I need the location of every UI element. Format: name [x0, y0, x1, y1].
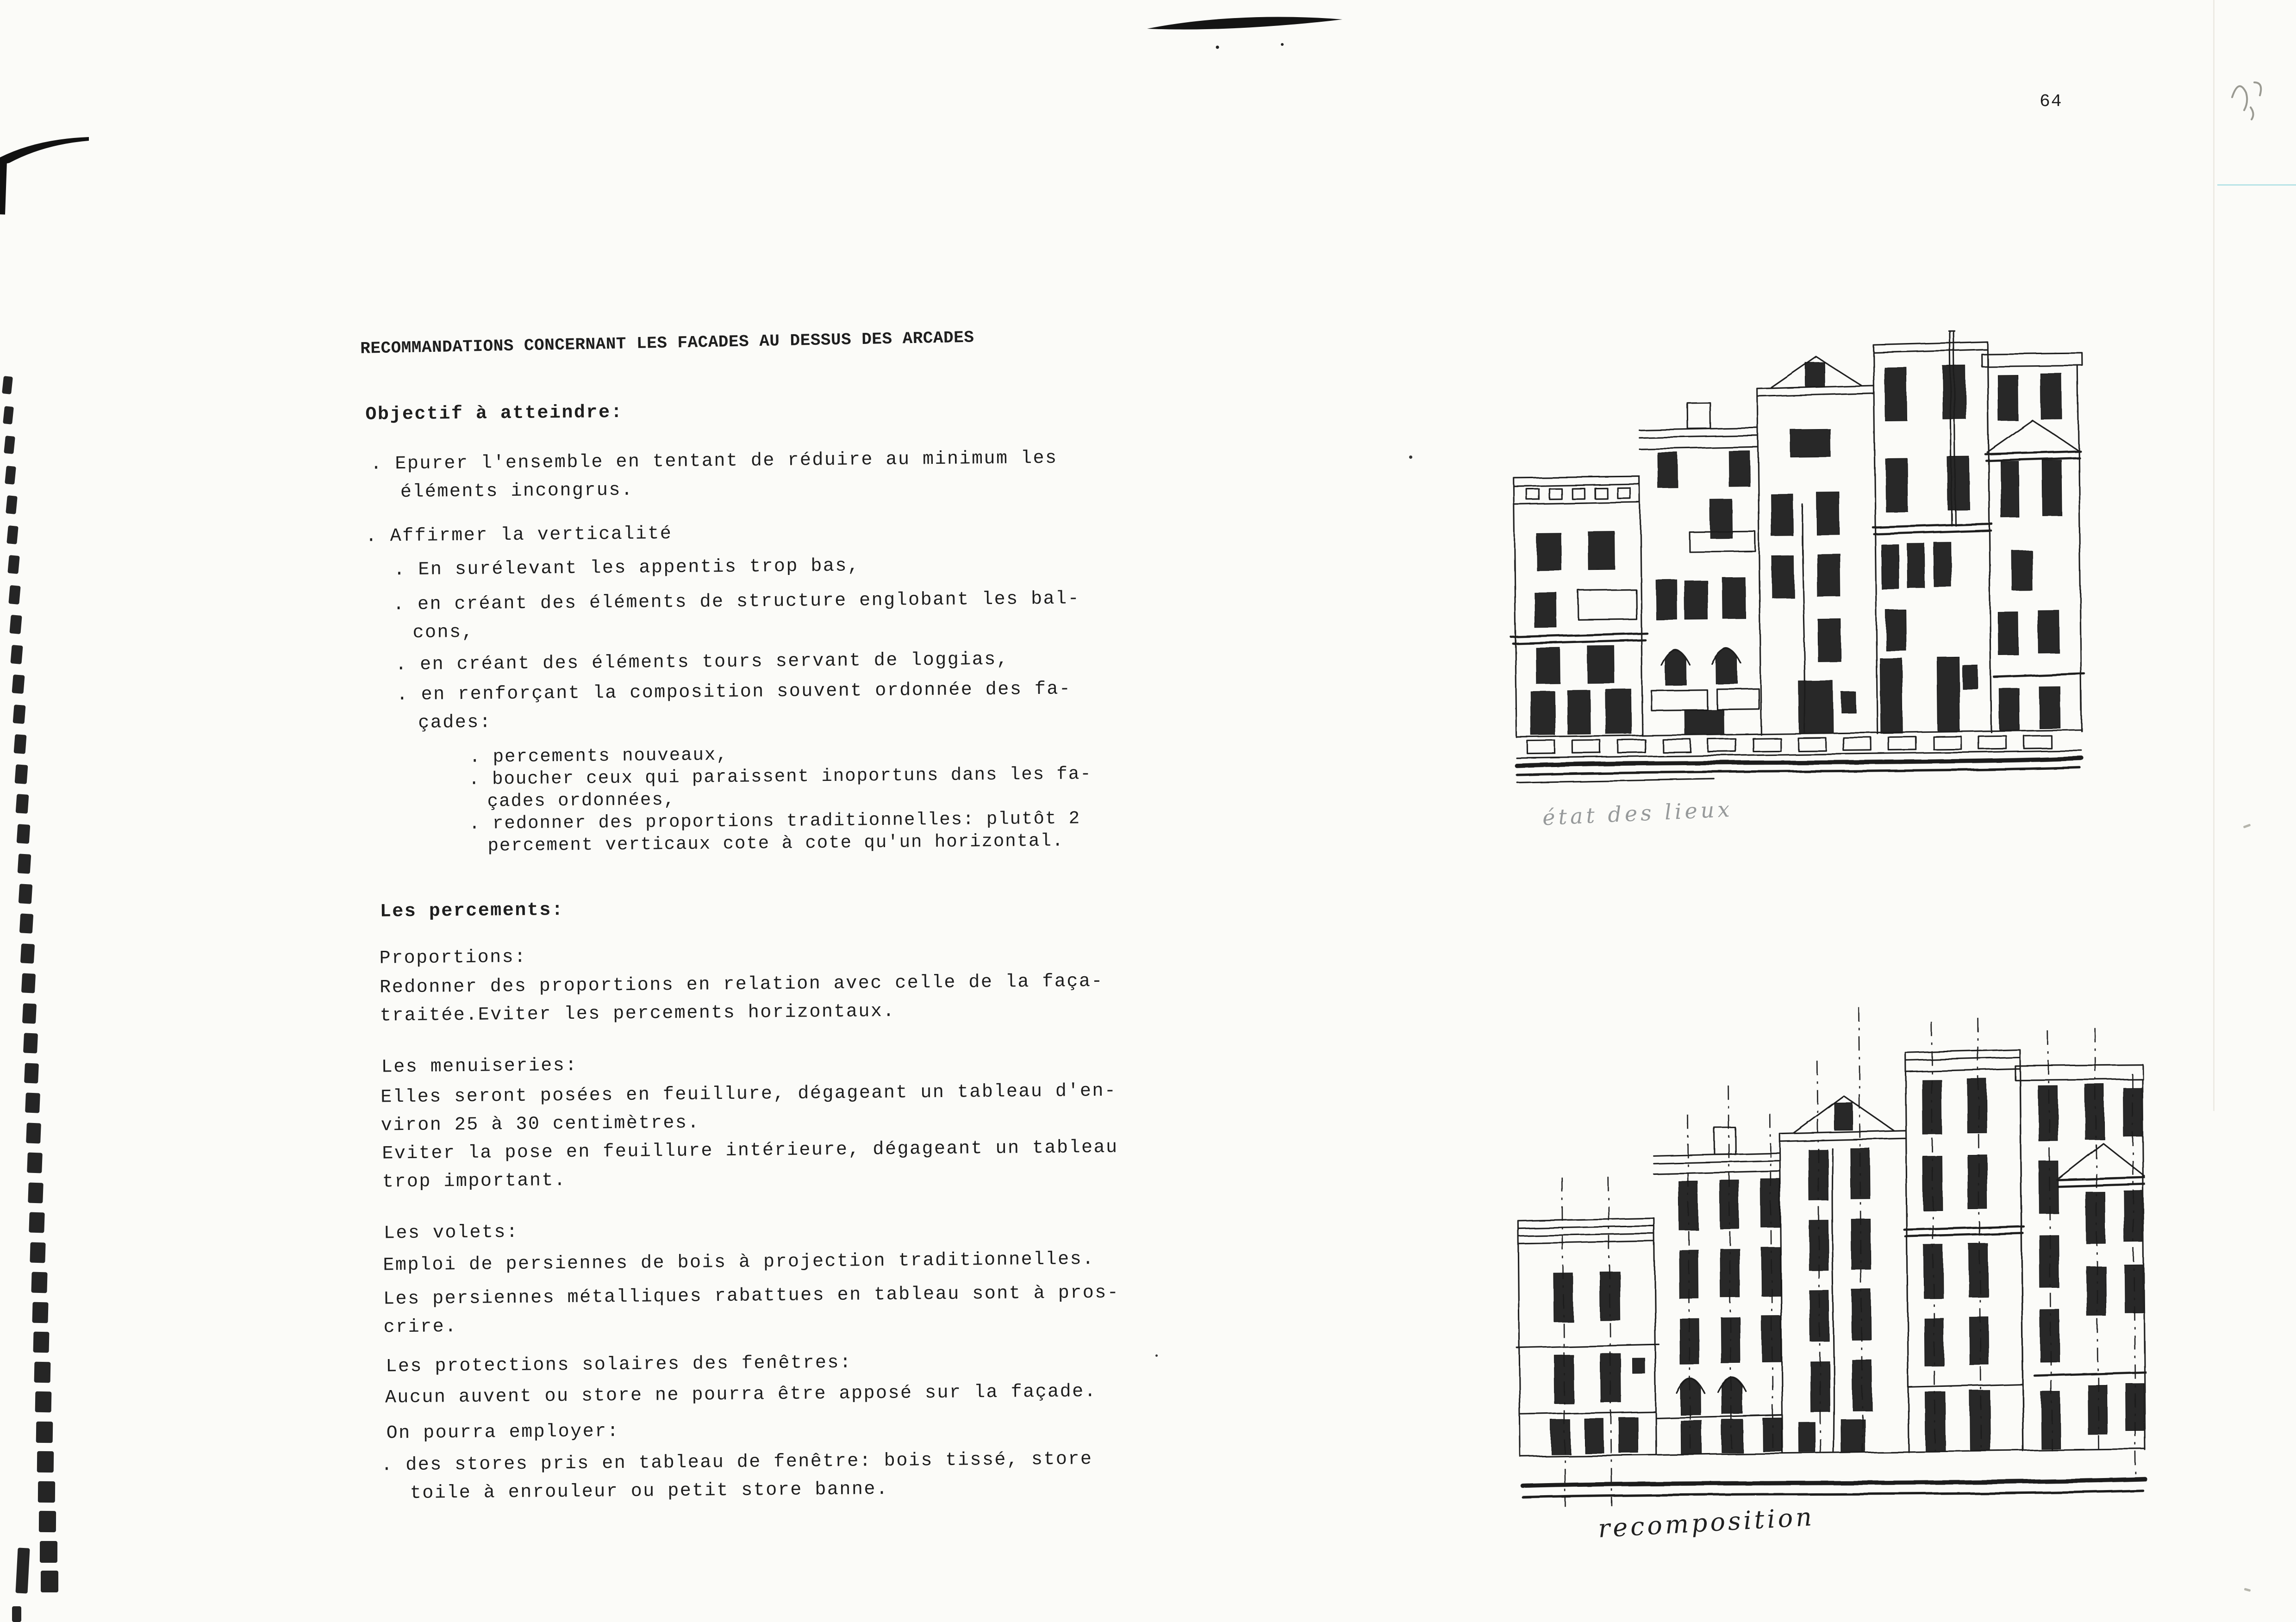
- ink-dot: [1155, 1354, 1158, 1357]
- bullet-line: . redonner des proportions traditionnelles: plutôt 2: [468, 808, 1081, 834]
- binding-mark: [30, 1242, 46, 1263]
- paragraph-employer: [386, 1413, 1175, 1448]
- paragraph-persiennes-bois: [383, 1245, 1173, 1280]
- bullet-line: çades ordonnées,: [487, 789, 676, 812]
- subheading-text: Les menuiseries:: [381, 1055, 578, 1078]
- paragraph-line: Redonner des proportions en relation avec celle de la faça-: [380, 971, 1104, 998]
- binding-mark: [41, 1571, 58, 1592]
- binding-mark: [15, 794, 29, 814]
- bullet-tours: [395, 644, 1168, 680]
- paragraph-eviter-pose: [382, 1133, 1173, 1197]
- buildings-drawing: [1508, 330, 2087, 782]
- bullet-line: éléments incongrus.: [400, 480, 634, 503]
- binding-mark: [14, 764, 28, 784]
- text-column: [351, 328, 1176, 1508]
- bullet-line: . en créant des éléments tours servant de loggias,: [395, 649, 1009, 676]
- binding-mark: [16, 824, 30, 844]
- binding-mark: [15, 1547, 30, 1593]
- binding-mark: [13, 734, 26, 754]
- ink-dot: [1409, 455, 1412, 459]
- paragraph-line: Les persiennes métalliques rabattues en tableau sont à pros-: [383, 1282, 1120, 1310]
- binding-mark: [3, 406, 14, 424]
- paragraph-line: traitée.Eviter les percements horizontaux.: [380, 1001, 896, 1027]
- bullet-structure: [393, 584, 1168, 648]
- bullet-line: . percements nouveaux,: [469, 744, 728, 767]
- binding-mark: [5, 466, 16, 485]
- bullet-line: percement verticaux cote à cote qu'un horizontal.: [487, 830, 1064, 856]
- paragraph-line: Emploi de persiennes de bois à projection traditionnelles.: [383, 1249, 1095, 1276]
- binding-mark: [7, 525, 19, 544]
- paragraph-line: trop important.: [382, 1170, 567, 1193]
- paragraph-line: Eviter la pose en feuillure intérieure, dégageant un tableau: [382, 1137, 1118, 1165]
- bullet-line: . Epurer l'ensemble en tentant de réduire au minimum les: [370, 448, 1058, 475]
- subheading-menuiseries: [381, 1047, 1172, 1082]
- binding-mark: [39, 1511, 56, 1533]
- binding-mark: [8, 555, 20, 574]
- subheading-text: Les volets:: [383, 1222, 519, 1244]
- document-title: RECOMMANDATIONS CONCERNANT LES FACADES AU DESSUS DES ARCADES: [360, 328, 974, 358]
- binding-mark: [33, 1332, 49, 1353]
- bullet-boucher: [468, 762, 1170, 813]
- binding-mark: [18, 854, 31, 873]
- subheading-text: Les protections solaires des fenêtres:: [386, 1352, 852, 1378]
- binding-mark: [12, 705, 25, 724]
- bullet-line: toile à enrouleur ou petit store banne.: [410, 1479, 889, 1504]
- binding-mark: [26, 1123, 41, 1143]
- facade-sketch-existing: [1504, 326, 2090, 788]
- heading-text: Objectif à atteindre:: [365, 402, 624, 425]
- paragraph-persiennes-metal: [383, 1279, 1174, 1342]
- paragraph-line: crire.: [383, 1316, 457, 1338]
- binding-mark: [35, 1391, 51, 1413]
- bullet-line: . en créant des éléments de structure englobant les bal-: [393, 588, 1080, 616]
- paragraph-auvent: [385, 1377, 1175, 1412]
- binding-mark: [21, 973, 36, 993]
- binding-mark: [37, 1451, 54, 1472]
- binding-mark: [38, 1481, 55, 1502]
- subheading-volets: [384, 1213, 1173, 1248]
- paragraph-line: Aucun auvent ou store ne pourra être apposé sur la façade.: [385, 1381, 1097, 1409]
- binding-mark: [24, 1063, 39, 1083]
- figure-caption-recomposition: recomposition: [1597, 1502, 1816, 1544]
- binding-mark: [22, 1003, 37, 1023]
- bullet-line: cons,: [412, 622, 474, 643]
- subheading-protections: [386, 1346, 1174, 1381]
- binding-mark: [9, 585, 21, 604]
- pencil-scribble-icon: [2227, 65, 2283, 130]
- binding-mark: [40, 1541, 57, 1562]
- binding-mark: [12, 1606, 21, 1622]
- figure-caption-existing: état des lieux: [1541, 796, 1734, 830]
- bullet-line: çades:: [418, 712, 492, 734]
- scan-mark: [2243, 823, 2251, 828]
- heading-percements: [380, 891, 1171, 926]
- binding-mark: [2, 376, 13, 394]
- bullet-surelevant: [393, 549, 1167, 585]
- binding-mark: [27, 1152, 43, 1173]
- binding-mark: [19, 884, 32, 904]
- bullet-stores: [381, 1445, 1176, 1508]
- binding-mark: [6, 495, 17, 514]
- bullet-line: . En surélevant les appentis trop bas,: [393, 555, 860, 581]
- scanner-cyan-line: [2217, 184, 2296, 186]
- binding-mark: [31, 1272, 47, 1293]
- binding-mark: [19, 913, 33, 934]
- bullet-line: . des stores pris en tableau de fenêtre: bois tissé, store: [381, 1449, 1093, 1476]
- binding-mark: [12, 674, 25, 694]
- bullet-epurer: [370, 443, 1167, 507]
- scan-mark: [2244, 1588, 2251, 1591]
- page-number: 64: [2040, 92, 2063, 112]
- page-edge-shadow: [2213, 0, 2215, 1111]
- paragraph-line: Elles seront posées en feuillure, dégageant un tableau d'en-: [381, 1080, 1117, 1108]
- binding-mark: [10, 615, 22, 634]
- bullet-affirmer: [365, 516, 1167, 551]
- binding-mark: [28, 1182, 44, 1203]
- binding-mark: [23, 1033, 38, 1053]
- binding-mark: [32, 1302, 48, 1323]
- bullet-line: . en renforçant la composition souvent ordonnée des fa-: [396, 679, 1072, 706]
- binding-mark: [29, 1212, 45, 1233]
- binding-mark: [20, 943, 35, 964]
- paragraph-line: viron 25 à 30 centimètres.: [381, 1112, 700, 1136]
- paragraph-proportions: [380, 967, 1172, 1030]
- facade-sketch-recomposition: [1509, 1003, 2147, 1509]
- heading-objectif: [365, 394, 1166, 429]
- bullet-redonner: [469, 807, 1170, 857]
- binding-mark: [4, 436, 15, 454]
- binding-mark: [36, 1421, 52, 1442]
- subheading-text: Proportions:: [379, 947, 527, 969]
- bullet-line: . Affirmer la verticalité: [365, 523, 673, 547]
- bullet-renforcant: [396, 674, 1169, 738]
- paragraph-line: On pourra employer:: [386, 1421, 620, 1444]
- paragraph-feuillure: [381, 1077, 1173, 1140]
- scan-streak-topcenter-icon: [1143, 5, 1384, 56]
- heading-text: Les percements:: [380, 900, 564, 923]
- binding-mark: [25, 1092, 40, 1113]
- buildings-drawing: [1514, 1004, 2148, 1507]
- binding-mark: [34, 1361, 50, 1383]
- binding-mark: [11, 645, 23, 664]
- bullet-line: . boucher ceux qui paraissent inoportuns dans les fa-: [468, 764, 1092, 790]
- scan-streak-topleft-icon: [0, 0, 120, 241]
